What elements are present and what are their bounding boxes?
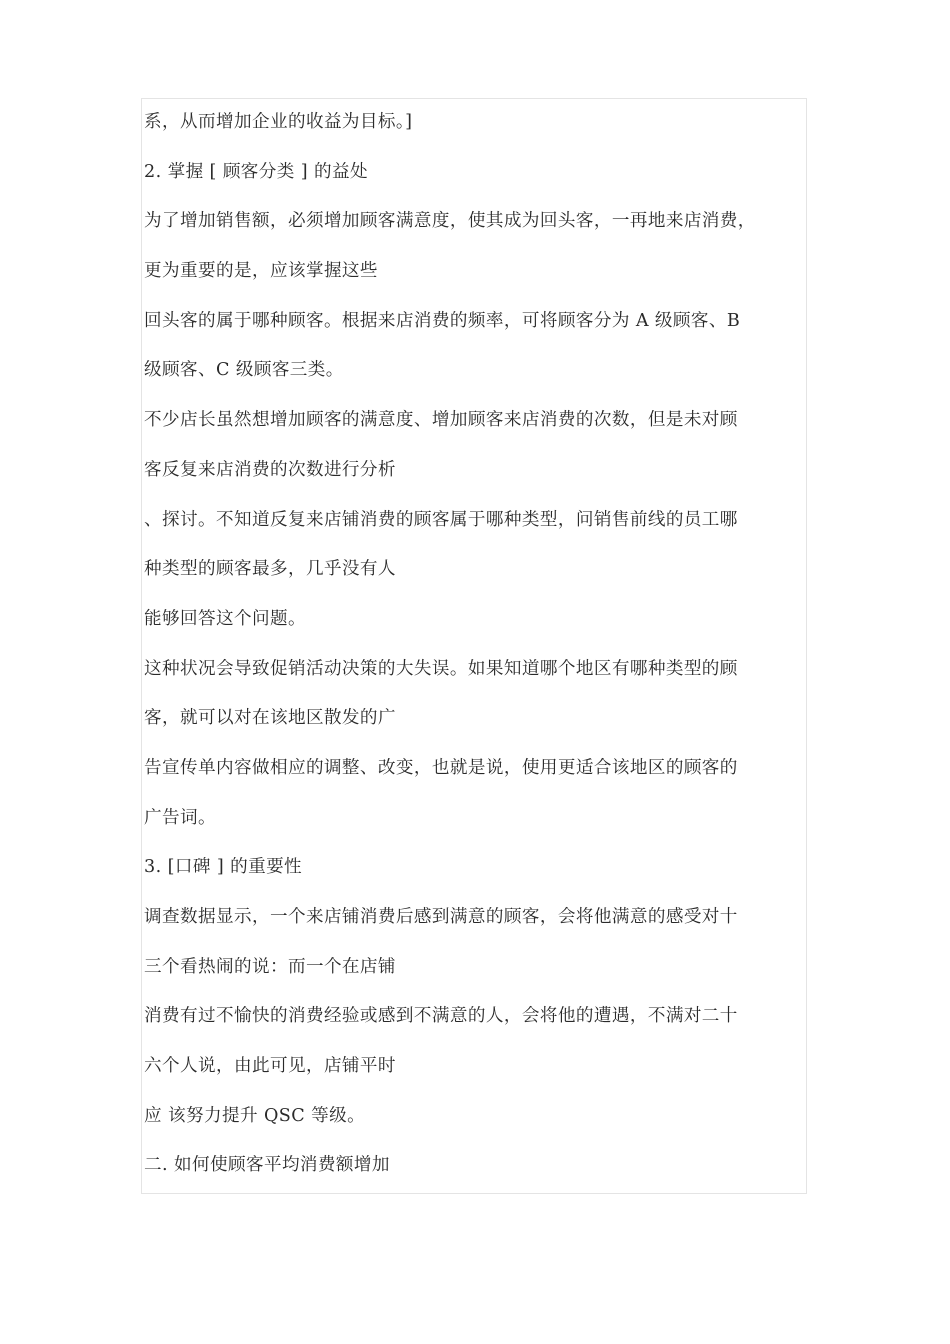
document-text-block xyxy=(144,98,806,1191)
section-heading: 二. 如何使顾客平均消费额增加 xyxy=(144,1155,390,1176)
text-line: 级顾客、C 级顾客三类。 xyxy=(144,360,344,381)
section-heading: 3. [口碑 ] 的重要性 xyxy=(144,857,303,878)
text-line: 更为重要的是，应该掌握这些 xyxy=(144,261,378,282)
text-line: 回头客的属于哪种顾客。根据来店消费的频率，可将顾客分为 A 级顾客、B xyxy=(144,310,741,331)
section-heading: 2. 掌握 [ 顾客分类 ] 的益处 xyxy=(144,161,369,182)
text-line: 、探讨。不知道反复来店铺消费的顾客属于哪种类型，问销售前线的员工哪 xyxy=(144,509,738,530)
text-line: 六个人说，由此可见，店铺平时 xyxy=(144,1056,396,1077)
text-line: 系，从而增加企业的收益为目标。] xyxy=(144,112,413,132)
text-line: 告宣传单内容做相应的调整、改变，也就是说，使用更适合该地区的顾客的 xyxy=(144,757,738,778)
text-line: 调查数据显示，一个来店铺消费后感到满意的顾客，会将他满意的感受对十 xyxy=(144,907,738,927)
text-line: 为了增加销售额，必须增加顾客满意度，使其成为回头客，一再地来店消费， xyxy=(144,211,756,232)
text-line: 客，就可以对在该地区散发的广 xyxy=(144,708,396,729)
text-line: 广告词。 xyxy=(144,807,216,828)
text-line: 三个看热闹的说：而一个在店铺 xyxy=(144,956,396,977)
text-line: 应 该努力提升 QSC 等级。 xyxy=(144,1105,366,1126)
text-line: 种类型的顾客最多，几乎没有人 xyxy=(144,559,396,580)
text-line: 能够回答这个问题。 xyxy=(144,608,306,629)
text-line: 不少店长虽然想增加顾客的满意度、增加顾客来店消费的次数，但是未对顾 xyxy=(144,410,738,431)
text-line: 这种状况会导致促销活动决策的大失误。如果知道哪个地区有哪种类型的顾 xyxy=(144,658,738,679)
text-line: 消费有过不愉快的消费经验或感到不满意的人，会将他的遭遇，不满对二十 xyxy=(144,1006,738,1027)
text-line: 客反复来店消费的次数进行分析 xyxy=(144,459,396,480)
